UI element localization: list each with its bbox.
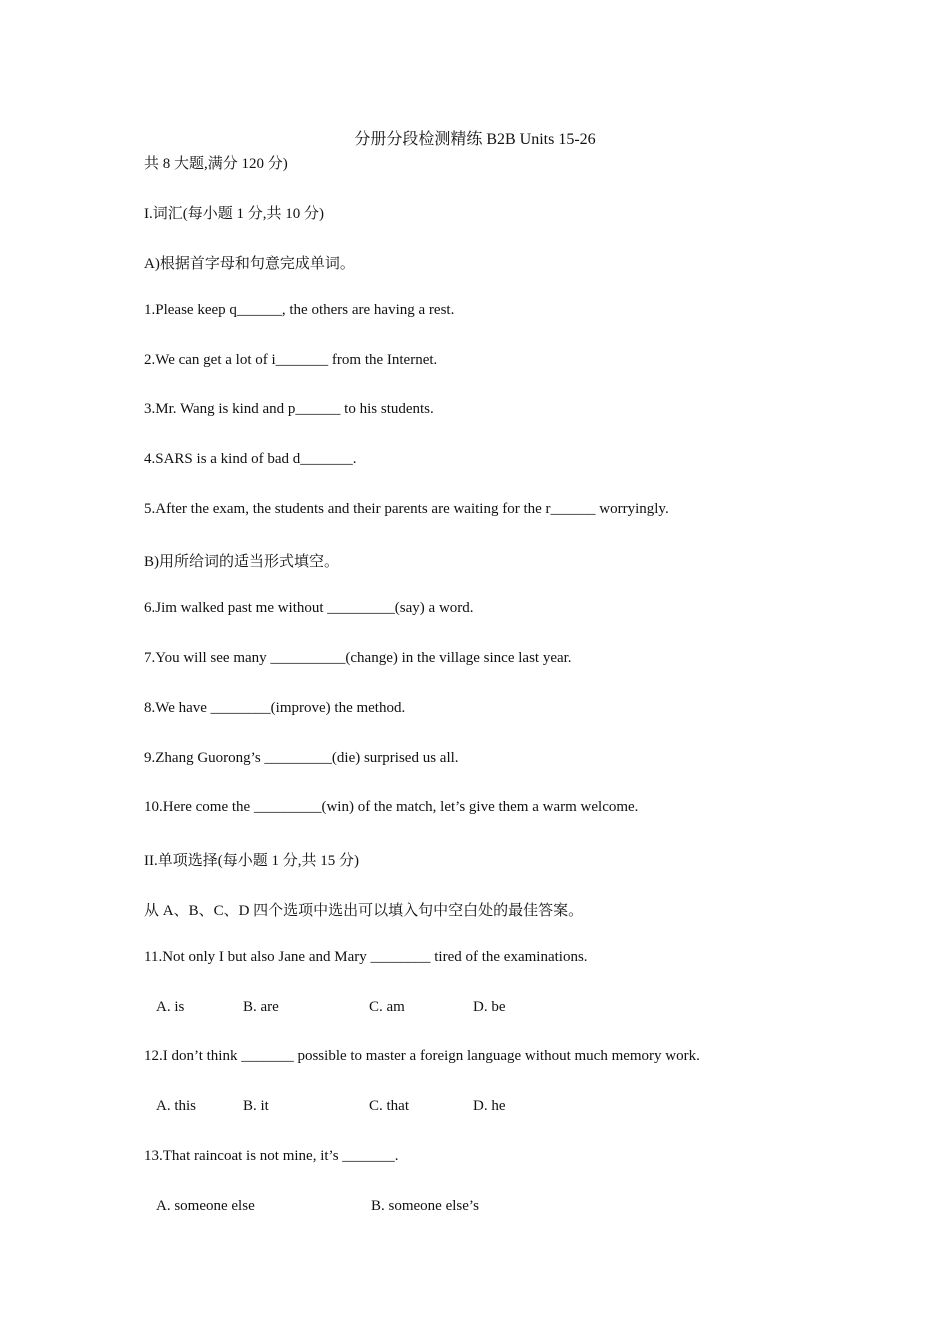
question-3: 3.Mr. Wang is kind and p______ to his students. [144,401,434,417]
question-4: 4.SARS is a kind of bad d_______. [144,451,357,467]
q11-option-c: C. am [369,999,405,1015]
question-13: 13.That raincoat is not mine, it’s _______. [144,1148,399,1164]
q13-option-a: A. someone else [156,1198,255,1214]
q12-option-c: C. that [369,1098,409,1114]
section-2-heading: II.单项选择(每小题 1 分,共 15 分) [144,853,359,869]
q12-option-a: A. this [156,1098,197,1114]
question-5: 5.After the exam, the students and their parents are waiting for the r______ worryingly. [144,501,669,517]
q13-option-b: B. someone else’s [371,1198,479,1214]
question-11: 11.Not only I but also Jane and Mary ________ tired of the examinations. [144,949,588,965]
question-2: 2.We can get a lot of i_______ from the Internet. [144,352,438,368]
q11-option-d: D. be [473,999,506,1015]
question-10: 10.Here come the _________(win) of the match, let’s give them a warm welcome. [144,799,639,815]
q12-option-b: B. it [243,1098,269,1114]
page-title: 分册分段检测精练 B2B Units 15-26 [354,131,596,148]
question-9: 9.Zhang Guorong’s _________(die) surprised us all. [144,750,459,766]
part-a-instruction: A)根据首字母和句意完成单词。 [144,256,355,272]
question-6: 6.Jim walked past me without _________(say) a word. [144,600,474,616]
exam-summary: 共 8 大题,满分 120 分) [144,156,288,172]
question-8: 8.We have ________(improve) the method. [144,700,406,716]
question-12: 12.I don’t think _______ possible to master a foreign language without much memory work. [144,1048,700,1064]
q11-option-b: B. are [243,999,279,1015]
question-7: 7.You will see many __________(change) in the village since last year. [144,650,572,666]
section-2-instruction: 从 A、B、C、D 四个选项中选出可以填入句中空白处的最佳答案。 [144,903,584,919]
q12-option-d: D. he [473,1098,506,1114]
q11-option-a: A. is [156,999,185,1015]
part-b-instruction: B)用所给词的适当形式填空。 [144,554,340,570]
question-1: 1.Please keep q______, the others are having a rest. [144,302,455,318]
section-1-heading: I.词汇(每小题 1 分,共 10 分) [144,206,324,222]
